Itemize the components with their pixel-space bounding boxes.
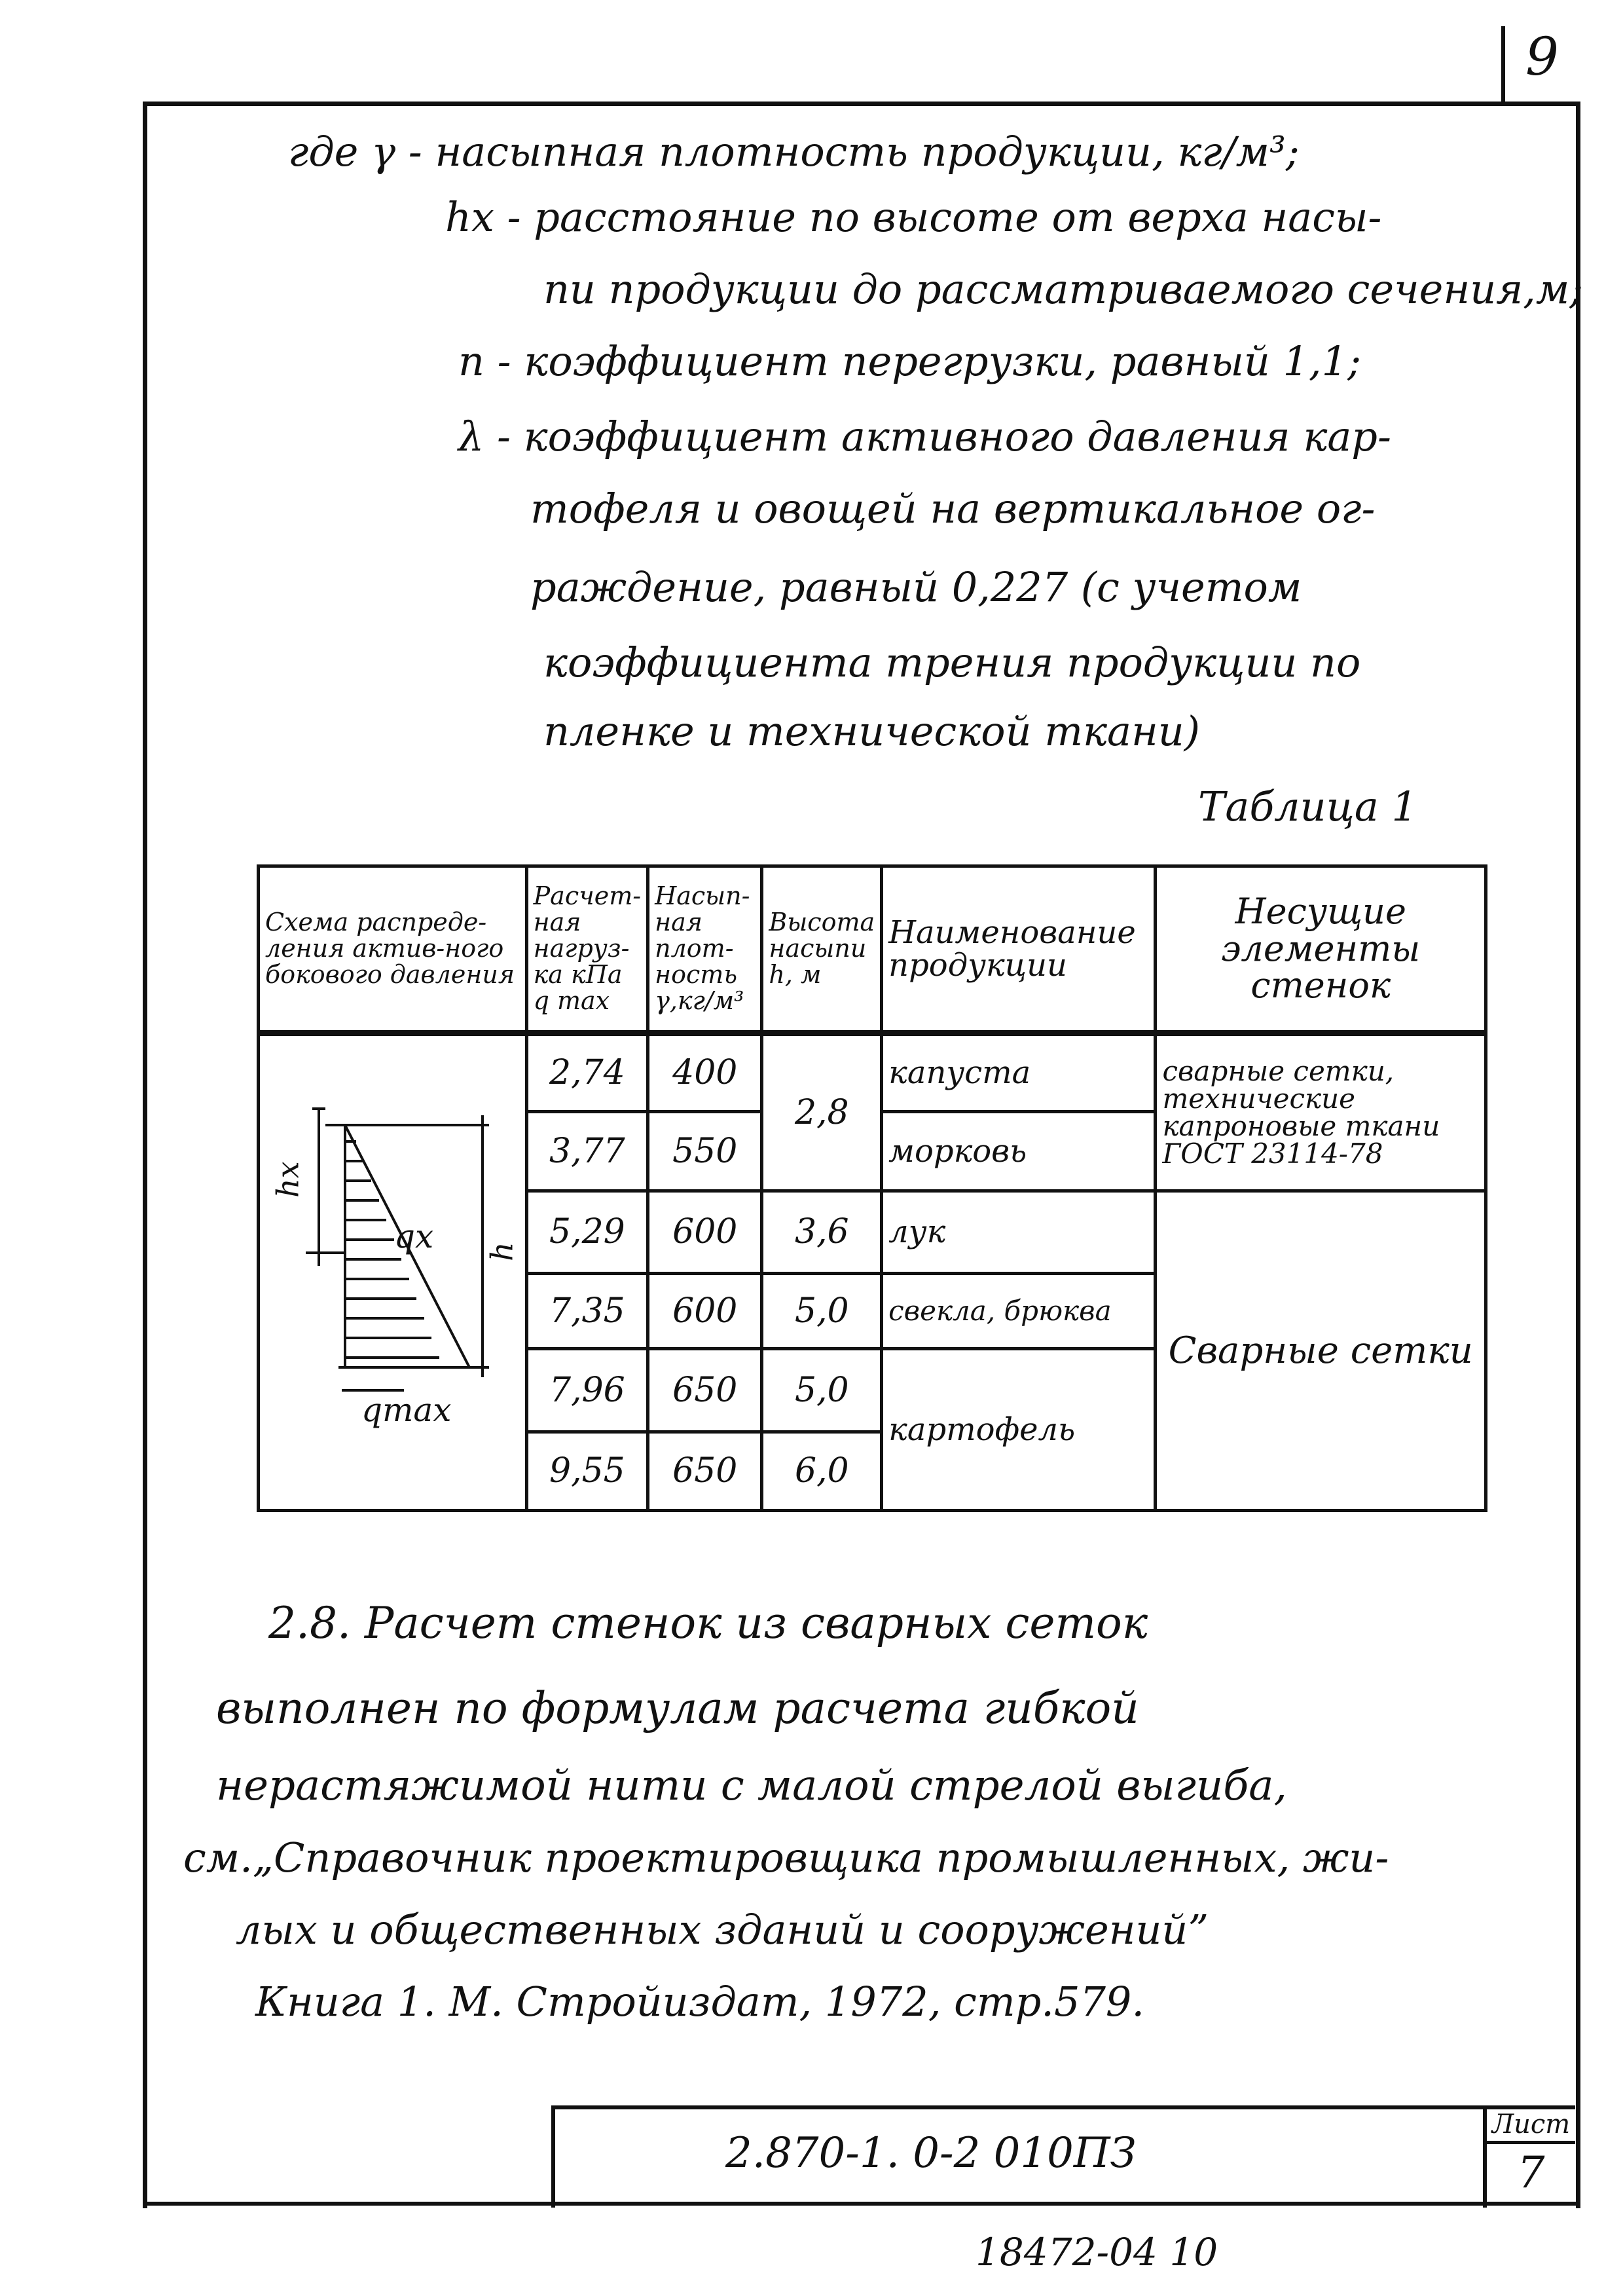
cell-density: 650 [648, 1349, 762, 1432]
sheet-box [1483, 2109, 1575, 2208]
pressure-diagram-cell [259, 1033, 527, 1511]
definition-line-4: n - коэффициент перегрузки, равный 1,1; [458, 337, 1361, 385]
definition-line-3: пи продукции до рассматриваемого сечения,м; [543, 265, 1584, 313]
header-elements: Несущие элементы стенок [1156, 866, 1486, 1033]
pressure-diagram [260, 1037, 522, 1508]
sheet-label: Лист [1487, 2109, 1575, 2144]
header-product: Наименование продукции [882, 866, 1156, 1033]
cell-height: 5,0 [762, 1349, 882, 1432]
cell-density: 550 [648, 1112, 762, 1191]
paragraph-line-5: лых и общественных зданий и сооружений” [236, 1906, 1209, 1953]
diagram-label-qx: qx [394, 1217, 434, 1255]
cell-load: 7,96 [526, 1349, 648, 1432]
cell-product: свекла, брюква [882, 1274, 1156, 1349]
page-number: 9 [1525, 26, 1559, 87]
footer-inventory-number: 18472-04 10 [976, 2230, 1218, 2274]
cell-product: картофель [882, 1349, 1156, 1511]
cell-elements: сварные сетки, технические капроновые ткани ГОСТ 23114-78 [1156, 1033, 1486, 1191]
header-height: Высота насыпи h, м [762, 866, 882, 1033]
definition-line-6: тофеля и овощей на вертикальное ог- [530, 485, 1376, 532]
definition-line-2: hx - расстояние по высоте от верха насы- [445, 193, 1382, 241]
diagram-label-qmax: qmax [361, 1391, 452, 1429]
cell-product: капуста [882, 1033, 1156, 1112]
paragraph-line-6: Книга 1. М. Стройиздат, 1972, стр.579. [255, 1978, 1145, 2026]
paragraph-line-4: см.„Справочник проектировщика промышленных, жи- [183, 1834, 1389, 1881]
cell-load: 9,55 [526, 1432, 648, 1510]
cell-product: морковь [882, 1112, 1156, 1191]
cell-load: 7,35 [526, 1274, 648, 1349]
cell-density: 400 [648, 1033, 762, 1112]
page-corner-mark [1501, 26, 1505, 105]
document-code: 2.870-1. 0-2 010ПЗ [725, 2129, 1137, 2177]
definition-line-5: λ - коэффициент активного давления кар- [458, 413, 1391, 460]
header-load: Расчет-ная нагруз-ка кПа q max [526, 866, 648, 1033]
cell-height: 5,0 [762, 1274, 882, 1349]
table-title: Таблица 1 [1198, 783, 1417, 830]
paragraph-line-1: 2.8. Расчет стенок из сварных сеток [268, 1598, 1148, 1648]
cell-product: лук [882, 1191, 1156, 1273]
diagram-label-hx: hx [270, 1161, 306, 1198]
cell-load: 3,77 [526, 1112, 648, 1191]
paragraph-line-2: выполнен по формулам расчета гибкой [216, 1683, 1139, 1733]
load-table [257, 864, 1487, 1512]
cell-density: 600 [648, 1191, 762, 1273]
paragraph-line-3: нерастяжимой нити с малой стрелой выгиба, [216, 1762, 1287, 1810]
cell-density: 600 [648, 1274, 762, 1349]
sheet-number: 7 [1517, 2147, 1545, 2198]
cell-height: 2,8 [762, 1033, 882, 1191]
cell-load: 2,74 [526, 1033, 648, 1112]
definition-line-9: пленке и технической ткани) [543, 707, 1200, 755]
cell-height: 6,0 [762, 1432, 882, 1510]
header-density: Насып-ная плот-ность γ,кг/м³ [648, 866, 762, 1033]
cell-elements: Сварные сетки [1156, 1191, 1486, 1510]
cell-height: 3,6 [762, 1191, 882, 1273]
header-scheme: Схема распреде-ления актив-ного бокового давления [259, 866, 527, 1033]
definition-line-1: где γ - насыпная плотность продукции, кг/м³; [288, 128, 1300, 176]
definition-line-7: раждение, равный 0,227 (с учетом [530, 563, 1302, 611]
diagram-label-h: h [484, 1242, 520, 1261]
definition-line-8: коэффициента трения продукции по [543, 639, 1361, 686]
title-block [551, 2105, 1575, 2208]
cell-density: 650 [648, 1432, 762, 1510]
cell-load: 5,29 [526, 1191, 648, 1273]
